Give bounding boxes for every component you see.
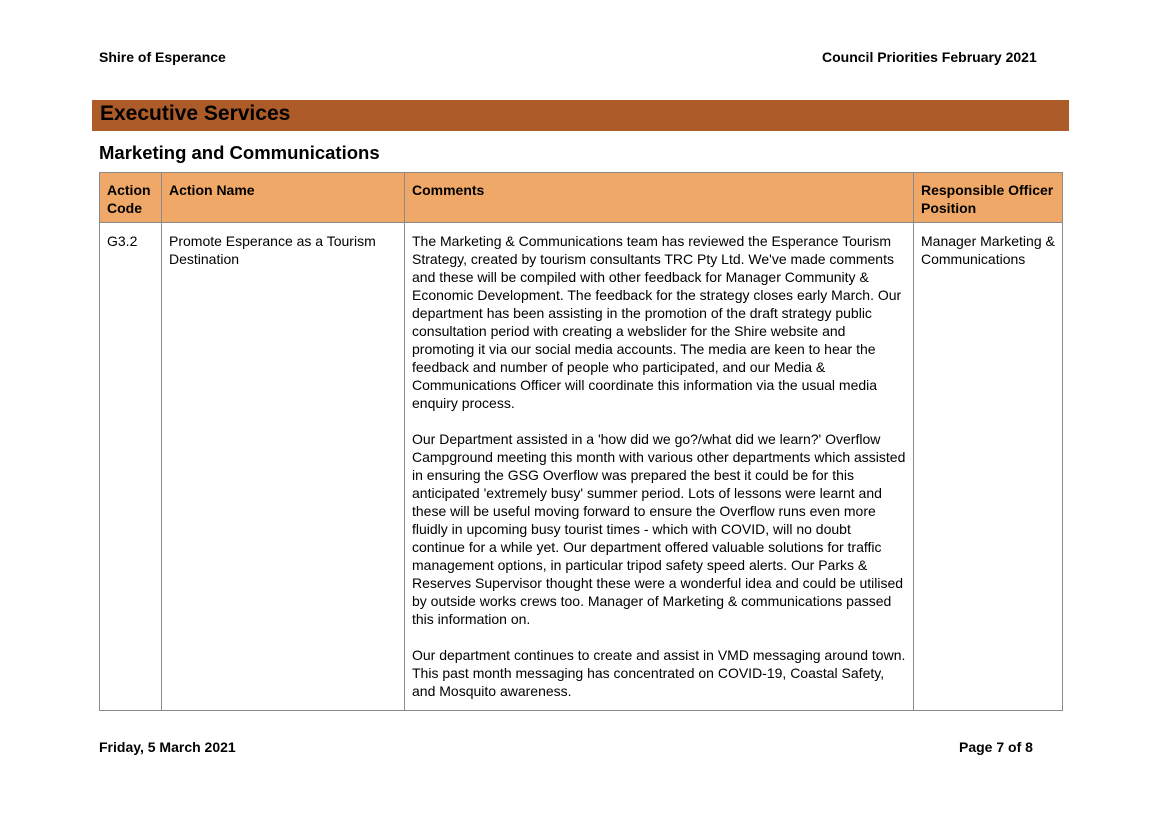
- cell-action-name: Promote Esperance as a Tourism Destination: [162, 223, 405, 711]
- column-header-action-code: Action Code: [100, 173, 162, 223]
- comment-paragraph: Our department continues to create and assist in VMD messaging around town. This past month messaging has concentrated on COVID-19, Coastal Safety, and Mosquito awareness.: [412, 647, 906, 699]
- footer-date: Friday, 5 March 2021: [99, 739, 236, 755]
- column-header-responsible-officer: Responsible Officer Position: [914, 173, 1063, 223]
- priorities-table: [99, 172, 1063, 711]
- subsection-title: Marketing and Communications: [99, 142, 380, 163]
- table-row: [100, 223, 1063, 711]
- column-header-comments: Comments: [405, 173, 914, 223]
- cell-action-code: G3.2: [100, 223, 162, 711]
- section-banner: [92, 100, 1069, 131]
- cell-responsible-officer: Manager Marketing & Communications: [914, 223, 1063, 711]
- column-header-action-name: Action Name: [162, 173, 405, 223]
- document-header-title: Council Priorities February 2021: [822, 49, 1037, 65]
- section-title: Executive Services: [100, 102, 291, 125]
- table-header-row: [100, 173, 1063, 223]
- comment-paragraph: Our Department assisted in a 'how did we go?/what did we learn?' Overflow Campground meeting this month with various other departments which assisted in ensuring the GSG Overflow was prepared the best it could be for this anticipated 'extremely busy' summer period. Lots of lessons were learnt and these will be useful moving forward to ensure the Overflow runs even more fluidly in upcoming busy tourist times - which with COVID, will no doubt continue for a while yet. Our department offered valuable solutions for traffic management options, in particular tripod safety speed alerts. Our Parks & Reserves Supervisor thought these were a wonderful idea and could be utilised by outside works crews too. Manager of Marketing & communications passed this information on.: [412, 431, 906, 627]
- footer-page-number: Page 7 of 8: [959, 739, 1033, 755]
- cell-comments: [405, 223, 914, 711]
- document-header-organisation: Shire of Esperance: [99, 49, 226, 65]
- comment-paragraph: The Marketing & Communications team has reviewed the Esperance Tourism Strategy, created by tourism consultants TRC Pty Ltd. We've made comments and these will be compiled with other feedback for Manager Community & Economic Development. The feedback for the strategy closes early March. Our department has been assisting in the promotion of the draft strategy public consultation period with creating a webslider for the Shire website and promoting it via our social media accounts. The media are keen to hear the feedback and number of people who participated, and our Media & Communications Officer will coordinate this information via the usual media enquiry process.: [412, 233, 902, 411]
